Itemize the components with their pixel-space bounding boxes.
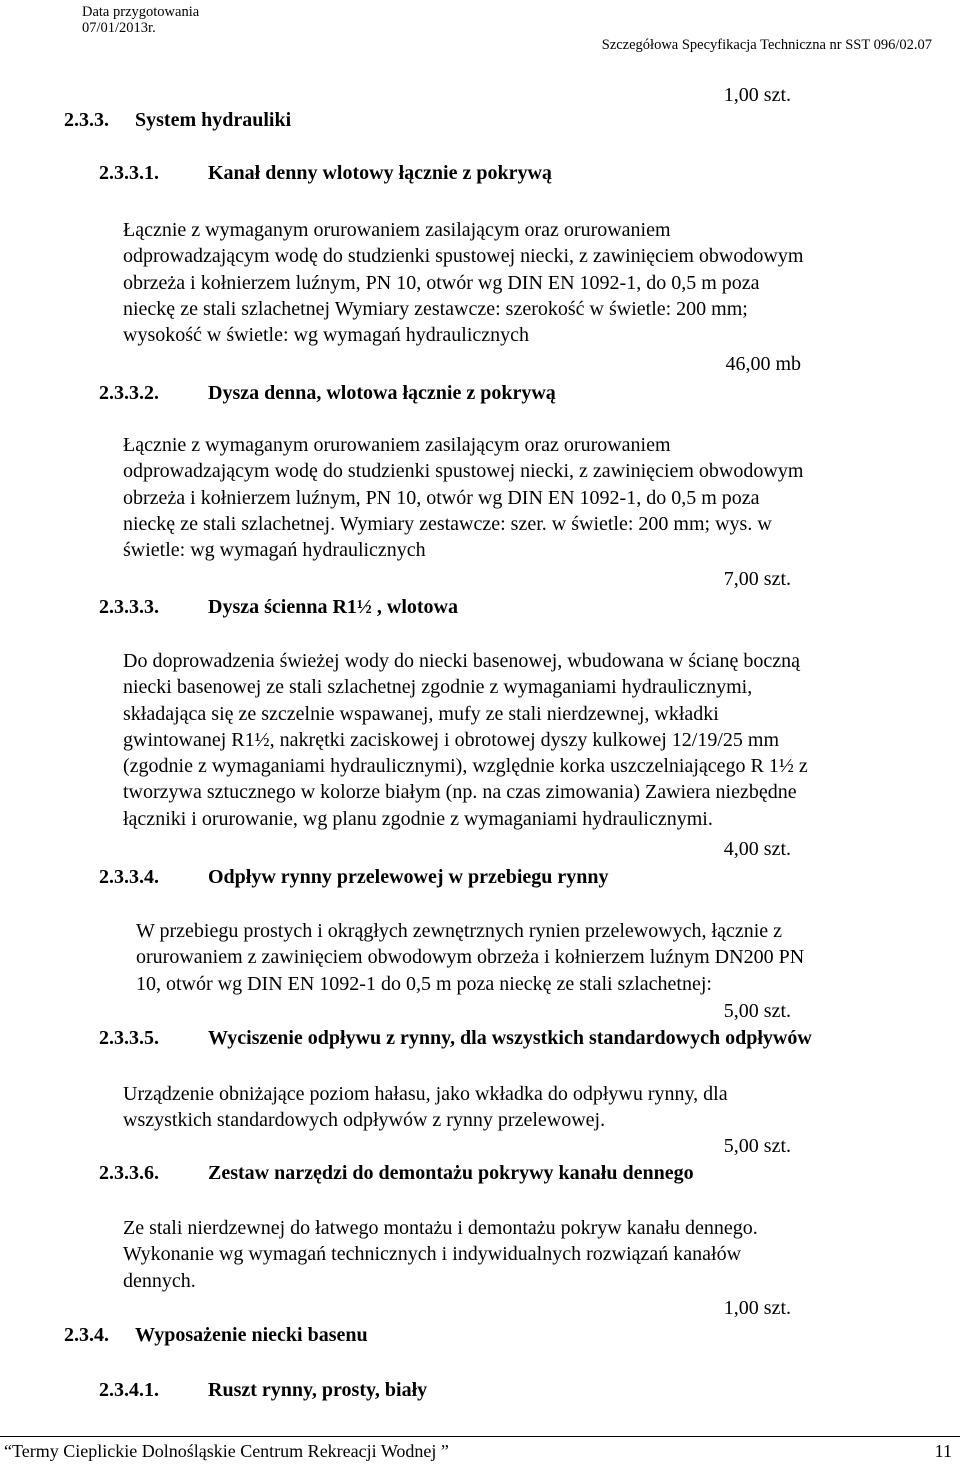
item-number: 2.3.3.2. [99,382,159,404]
description-line: wysokość w świetle: wg wymagań hydraulicznych [123,324,530,347]
item-number: 2.3.4.1. [99,1379,159,1401]
item-quantity: 5,00 szt. [723,1000,791,1022]
item-quantity: 46,00 mb [725,353,801,375]
item-title: Odpływ rynny przelewowej w przebiegu rynny [208,866,609,888]
description-line: nieckę ze stali szlachetnej. Wymiary zestawcze: szer. w świetle: 200 mm; wys. w [123,512,772,535]
section-number: 2.3.4. [64,1324,109,1346]
item-description [123,1215,758,1294]
item-quantity: 7,00 szt. [723,568,791,590]
footer-text [4,1440,449,1462]
item-title: Wyciszenie odpływu z rynny, dla wszystkich standardowych odpływów [208,1027,812,1049]
section-number: 2.3.3. [64,109,109,131]
description-line: tworzywa sztucznego w kolorze białym (np. na czas zimowania) Zawiera niezbędne [123,781,797,804]
item-description [123,1081,728,1134]
item-description [136,918,804,997]
description-line: obrzeża i kołnierzem luźnym, PN 10, otwór wg DIN EN 1092-1, do 0,5 m poza [123,486,760,509]
quote-close: ” [436,1441,449,1461]
description-line: Do doprowadzenia świeżej wody do niecki basenowej, wbudowana w ścianę boczną [123,650,800,672]
page-number: 11 [934,1441,952,1461]
item-description [123,217,803,348]
item-quantity: 5,00 szt. [723,1135,791,1157]
item-number: 2.3.3.1. [99,162,159,184]
description-line: dennych. [123,1269,196,1292]
item-title: Ruszt rynny, prosty, biały [208,1379,428,1401]
description-line: obrzeża i kołnierzem luźnym, PN 10, otwór wg DIN EN 1092-1, do 0,5 m poza [123,271,760,294]
description-line: Łącznie z wymaganym orurowaniem zasilającym oraz orurowaniem [123,434,671,456]
description-line: Wykonanie wg wymagań technicznych i indywidualnych rozwiązań kanałów [123,1243,742,1266]
item-number: 2.3.3.3. [99,596,159,618]
description-line: niecki basenowej ze stali szlachetnej zgodnie z wymaganiami hydraulicznymi, [123,676,753,699]
item-number: 2.3.3.6. [99,1162,159,1184]
item-number: 2.3.3.5. [99,1027,159,1049]
item-quantity: 1,00 szt. [723,1297,791,1319]
section-title: Wyposażenie niecki basenu [135,1324,368,1346]
prep-date-label: Data przygotowania [82,4,200,20]
item-title: Dysza ścienna R1½ , wlotowa [208,596,458,618]
prep-date-value: 07/01/2013r. [82,20,156,36]
footer-rule [0,1436,960,1437]
description-line: odprowadzającym wodę do studzienki spustowej niecki, z zawinięciem obwodowym [123,245,804,268]
item-number: 2.3.3.4. [99,866,159,888]
quantity-previous: 1,00 szt. [723,84,791,106]
footer-title: Termy Cieplickie Dolnośląskie Centrum Rekreacji Wodnej [12,1441,437,1461]
spec-reference: Szczegółowa Specyfikacja Techniczna nr SST 096/02.07 [601,37,932,53]
description-line: (zgodnie z wymaganiami hydraulicznymi), względnie korka uszczelniającego R 1½ z [123,755,808,778]
description-line: nieckę ze stali szlachetnej Wymiary zestawcze: szerokość w świetle: 200 mm; [123,297,748,320]
item-description [123,648,808,832]
description-line: składająca się ze szczelnie wspawanej, mufy ze stali nierdzewnej, wkładki [123,702,719,725]
description-line: Urządzenie obniżające poziom hałasu, jako wkładka do odpływu rynny, dla [123,1083,728,1105]
quote-open: “ [4,1441,12,1461]
description-line: odprowadzającym wodę do studzienki spustowej niecki, z zawinięciem obwodowym [123,460,804,483]
description-line: wszystkich standardowych odpływów z rynny przelewowej. [123,1109,606,1132]
item-description [123,432,803,563]
item-quantity: 4,00 szt. [723,838,791,860]
item-title: Dysza denna, wlotowa łącznie z pokrywą [208,382,556,404]
description-line: 10, otwór wg DIN EN 1092-1 do 0,5 m poza nieckę ze stali szlachetnej: [136,972,712,995]
description-line: gwintowanej R1½, nakrętki zaciskowej i obrotowej dyszy kulkowej 12/19/25 mm [123,728,779,751]
description-line: Ze stali nierdzewnej do łatwego montażu i demontażu pokryw kanału dennego. [123,1217,758,1239]
description-line: orurowaniem z zawinięciem obwodowym obrzeża i kołnierzem luźnym DN200 PN [136,946,805,969]
item-title: Zestaw narzędzi do demontażu pokrywy kanału dennego [208,1162,694,1184]
description-line: łączniki i orurowanie, wg planu zgodnie z wymaganiami hydraulicznymi. [123,807,713,830]
description-line: świetle: wg wymagań hydraulicznych [123,539,426,562]
item-title: Kanał denny wlotowy łącznie z pokrywą [208,162,552,184]
description-line: Łącznie z wymaganym orurowaniem zasilającym oraz orurowaniem [123,219,671,241]
section-title: System hydrauliki [135,109,292,131]
description-line: W przebiegu prostych i okrągłych zewnętrznych rynien przelewowych, łącznie z [136,920,783,942]
